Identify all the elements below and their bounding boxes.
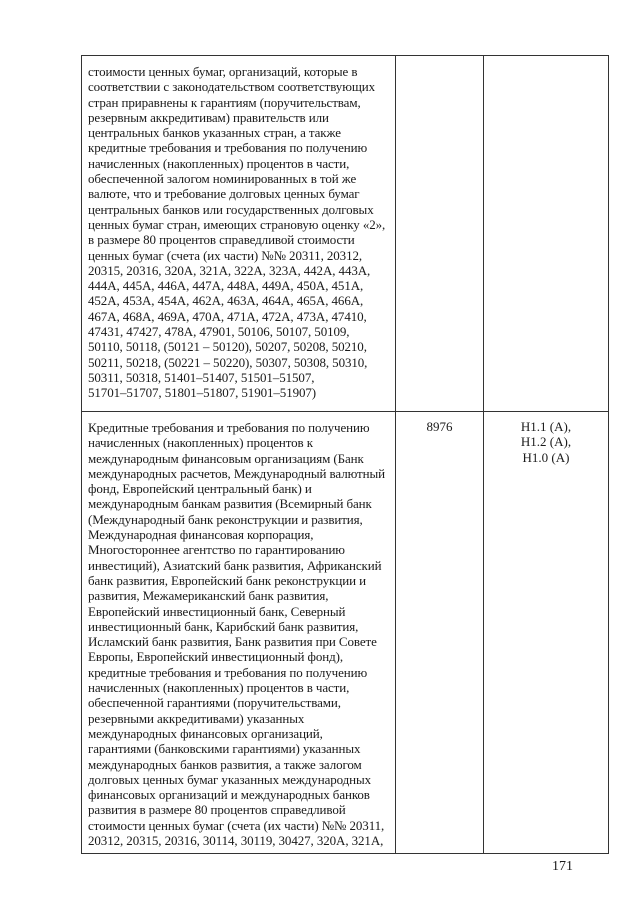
document-table (81, 55, 609, 854)
description-cell (82, 412, 396, 854)
table-row (82, 56, 609, 412)
table-row (82, 412, 609, 854)
description-text: стоимости ценных бумаг, организаций, которые в соответствии с законодательством соответствующих стран приравнены к гарантиям (поручительствам, резервным аккредитивам) правительств или центральных банков указанных стран, а также кредитные требования и требования по получению начисленных (накопленных) процентов в части, обеспеченной залогом номинированных в той же валюте, что и требование долговых ценных бумаг центральных банков или государственных долговых ценных бумаг стран, имеющих страновую оценку «2», в размере 80 процентов справедливой стоимости ценных бумаг (счета (их части) №№ 20311, 20312, 20315, 20316, 320А, 321А, 322А, 323А, 442А, 443А, 444А, 445А, 446А, 447А, 448А, 449А, 450А, 451А, 452А, 453А, 454А, 462А, 463А, 464А, 465А, 466А, 467А, 468А, 469А, 470А, 471А, 472А, 473А, 47410, 47431, 47427, 478А, 47901, 50106, 50107, 50109, 50110, 50118, (50121 – 50120), 50207, 50208, 50210, 50211, 50218, (50221 – 50220), 50307, 50308, 50310, 50311, 50318, 51401–51407, 51501–51507, 51701–51707, 51801–51807, 51901–51907) (88, 64, 386, 401)
norms-text: Н1.1 (А), Н1.2 (А), Н1.0 (А) (520, 419, 572, 465)
code-cell (396, 412, 484, 854)
page-number: 171 (552, 859, 573, 874)
code-cell (396, 56, 484, 412)
description-text: Кредитные требования и требования по получению начисленных (накопленных) процентов к международным финансовым организациям (Банк международных расчетов, Международный валютный фонд, Европейский центральный банк) и международным банкам развития (Всемирный банк (Международный банк реконструкции и развития, Международная финансовая корпорация, Многостороннее агентство по гарантированию инвестиций), Азиатский банк развития, Африканский банк развития, Европейский банк реконструкции и развития, Межамериканский банк развития, Европейский инвестиционный банк, Северный инвестиционный банк, Карибский банк развития, Исламский банк развития, Банк развития при Совете Европы, Европейский инвестиционный фонд), кредитные требования и требования по получению начисленных (накопленных) процентов в части, обеспеченной гарантиями (поручительствами, резервными аккредитивами) указанных международных финансовых организаций, гарантиями (банковскими гарантиями) указанных международных банков развития, а также залогом долговых ценных бумаг указанных международных финансовых организаций и международных банков развития в размере 80 процентов справедливой стоимости ценных бумаг (счета (их части) №№ 20311, 20312, 20315, 20316, 30114, 30119, 30427, 320А, 321А, (88, 420, 385, 849)
norms-cell (484, 56, 609, 412)
norms-text (484, 56, 608, 63)
description-cell (82, 56, 396, 412)
code-text: 8976 (426, 419, 453, 434)
norms-cell (484, 412, 609, 854)
code-text (396, 56, 483, 63)
